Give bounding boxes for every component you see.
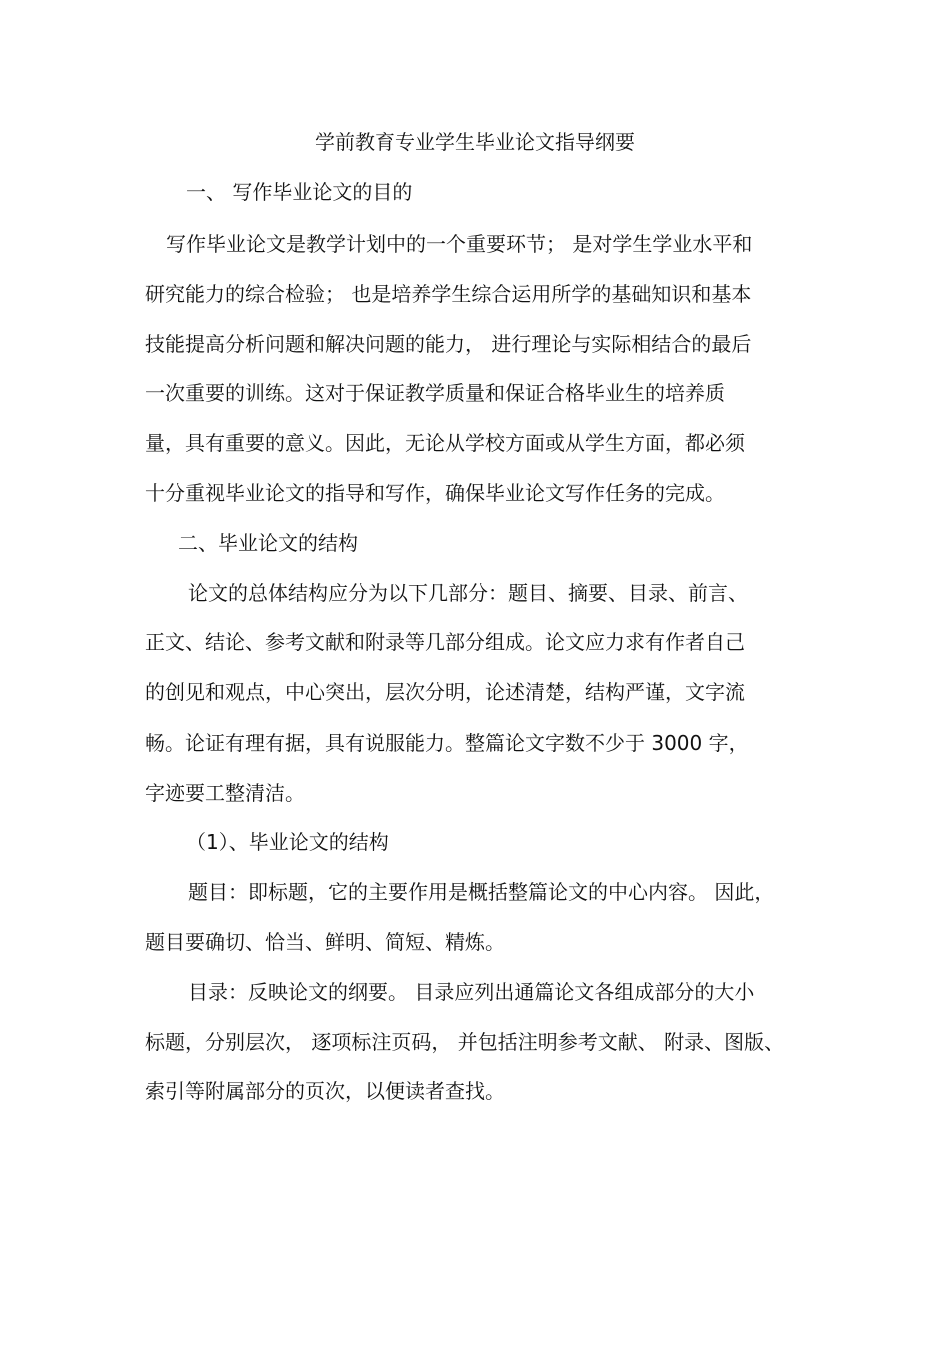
section-heading-1: 一、 写作毕业论文的目的 xyxy=(186,180,413,204)
paragraph-line: 技能提高分析问题和解决问题的能力， 进行理论与实际相结合的最后 xyxy=(145,332,752,356)
paragraph-line: 量，具有重要的意义。因此，无论从学校方面或从学生方面，都必须 xyxy=(145,431,745,455)
paragraph-line: 论文的总体结构应分为以下几部分：题目、摘要、目录、前言、 xyxy=(188,581,748,605)
paragraph-line: 的创见和观点，中心突出，层次分明，论述清楚，结构严谨，文字流 xyxy=(145,680,745,704)
paragraph-line: 十分重视毕业论文的指导和写作，确保毕业论文写作任务的完成。 xyxy=(145,481,725,505)
paragraph-line: 索引等附属部分的页次，以便读者查找。 xyxy=(145,1079,505,1103)
paragraph-line: 畅。论证有理有据，具有说服能力。整篇论文字数不少于 3000 字， xyxy=(145,731,749,755)
paragraph-line: 字迹要工整清洁。 xyxy=(145,781,305,805)
paragraph-line: 标题，分别层次， 逐项标注页码， 并包括注明参考文献、 附录、图版、 xyxy=(145,1030,785,1054)
section-heading-2: 二、毕业论文的结构 xyxy=(178,531,358,555)
paragraph-line: 目录：反映论文的纲要。 目录应列出通篇论文各组成部分的大小 xyxy=(188,980,755,1004)
paragraph-line: 研究能力的综合检验； 也是培养学生综合运用所学的基础知识和基本 xyxy=(145,282,752,306)
subsection-heading: （1）、毕业论文的结构 xyxy=(186,830,389,854)
paragraph-line: 题目：即标题，它的主要作用是概括整篇论文的中心内容。 因此， xyxy=(188,880,775,904)
paragraph-line: 一次重要的训练。这对于保证教学质量和保证合格毕业生的培养质 xyxy=(145,381,725,405)
document-title: 学前教育专业学生毕业论文指导纲要 xyxy=(315,130,635,154)
paragraph-line: 写作毕业论文是教学计划中的一个重要环节； 是对学生学业水平和 xyxy=(166,232,753,256)
paragraph-line: 正文、结论、参考文献和附录等几部分组成。论文应力求有作者自己 xyxy=(145,630,745,654)
paragraph-line: 题目要确切、恰当、鲜明、简短、精炼。 xyxy=(145,930,505,954)
